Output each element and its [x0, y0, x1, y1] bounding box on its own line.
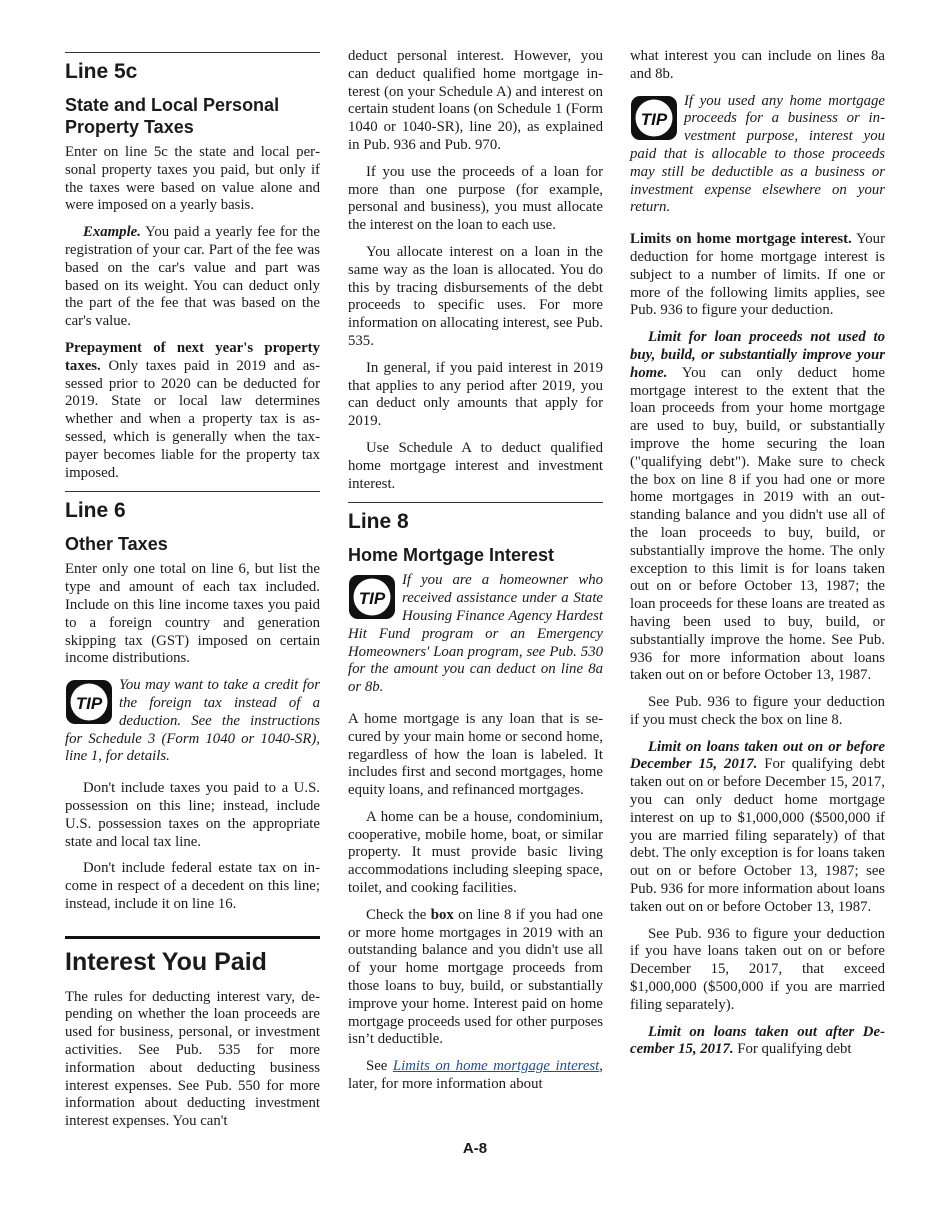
limit-after-2017-text: For qualifying debt [737, 1041, 852, 1058]
section-rule [65, 52, 320, 53]
tip-text: If you used any home mortgage proceeds for a business or investment purpose, interest you paid that is allocable to those proceeds may still be deductible as a business or investment expense elsewhere on your return. [630, 92, 885, 216]
limit-before-2017-text: For qualifying debt taken out on or before December 15, 2017, you can only deduct home mortgage interest on up to $1,000,000 ($500,000 if you are married filing separately) of that debt. The only exception is for loans taken out on or before October 13, 1987; see Pub. 936 for more information about loans taken out on or before October 13, 1987. [630, 756, 886, 915]
limits-link[interactable]: Limits on home mortgage interest [392, 1058, 600, 1075]
line6-subheading: Other Taxes [65, 534, 168, 555]
interest-heading: Interest You Paid [65, 947, 267, 976]
paragraph: A home can be a house, condominium, cooperative, mobile home, boat, or similar property. It must provide basic living accommodations including sleeping space, toilet, and cooking facilities. [348, 808, 603, 897]
limit-before-2017-paragraph [630, 739, 885, 917]
line5c-subheading: State and Local Personal Property Taxes [65, 95, 280, 137]
limit-before-2017-label: Limit on loans taken out on or before December 15, 2017. [630, 738, 885, 773]
limit-proceeds-paragraph [630, 329, 885, 685]
text: , later, for more information about [348, 1058, 603, 1093]
line8-heading: Line 8 [348, 510, 409, 534]
limits-text: Your deduction for home mortgage interest is subject to a number of limits. If one or more of the following limits applies, see Pub. 936 to figure your deduction. [630, 231, 885, 319]
paragraph: If you use the proceeds of a loan for more than one purpose (for example, personal and business), you must allocate the interest on the loan to each use. [348, 163, 603, 234]
tip-box [348, 572, 603, 697]
prepayment-label: Prepayment of next year's property taxes. [65, 339, 320, 374]
paragraph: A home mortgage is any loan that is secured by your main home or second home, regardless of how the loan is labeled. It includes first and second mortgages, home equity loans, and refinanced mortgages. [348, 710, 603, 799]
tip-box [65, 677, 320, 766]
limits-paragraph [630, 231, 885, 320]
column-2 [348, 48, 603, 1103]
line6-heading: Line 6 [65, 499, 126, 523]
limit-after-2017-paragraph [630, 1024, 885, 1060]
tip-icon [65, 679, 113, 725]
prepayment-paragraph [65, 340, 320, 482]
paragraph: See Pub. 936 to figure your deduction if you must check the box on line 8. [630, 694, 885, 728]
section-rule-thick [65, 936, 320, 939]
paragraph: The rules for deducting interest vary, depending on whether the loan proceeds are used for business, personal, or investment activities. See Pub. 535 for more information about deducting business interest expenses. See Pub. 550 for more information about deducting investment interest expenses. You can't [65, 988, 320, 1130]
paragraph: Don't include taxes you paid to a U.S. possession on this line; instead, include U.S. possession taxes on the appropriate state and local tax line. [65, 780, 320, 850]
example-label: Example. [83, 224, 141, 241]
paragraph: what interest you can include on lines 8a and 8b. [630, 48, 885, 82]
example-text: You paid a yearly fee for the registration of your car. Part of the fee was based on the car's value and part was based on its weight. You can deduct only the part of the fee that was based on the car's value. [65, 224, 321, 330]
line8-subheading: Home Mortgage Interest [348, 545, 555, 566]
tip-box [630, 93, 885, 218]
limit-after-2017-label: Limit on loans taken out after December 15, 2017. [630, 1023, 885, 1058]
page-number: A-8 [462, 1140, 488, 1157]
paragraph: In general, if you paid interest in 2019 that applies to any period after 2019, you can deduct only amounts that apply for 2019. [348, 359, 603, 430]
limits-label: Limits on home mortgage interest. [630, 231, 852, 248]
tip-text: If you are a homeowner who received assistance under a State Housing Finance Agency Hardest Hit Fund program or an Emergency Homeowners' Loan program, see Pub. 530 for the amount you can deduct on line 8a or 8b. [348, 572, 603, 696]
check-box-paragraph [348, 907, 603, 1049]
section-rule [65, 491, 320, 492]
paragraph: Use Schedule A to deduct qualified home mortgage interest and investment interest. [348, 439, 603, 492]
prepayment-text: Only taxes paid in 2019 and assessed prior to 2020 can be deducted for 2019. State or local law determines whether and when a property tax is assessed, which is generally when the taxpayer becomes liable for the property tax imposed. [65, 357, 321, 481]
paragraph: deduct personal interest. However, you can deduct qualified home mortgage interest (on your Schedule A) and interest on certain student loans (on Schedule 1 (Form 1040 or 1040-SR), line 20), as explained in Pub. 936 and Pub. 970. [348, 48, 603, 153]
paragraph: Enter only one total on line 6, but list the type and amount of each tax included. Include on this line income taxes you paid to a foreign country and generation skipping tax (GST) imposed on certain income distributions. [65, 561, 320, 667]
tip-label: TIP [358, 589, 386, 609]
text: See [366, 1058, 393, 1075]
limit-proceeds-label: Limit for loan proceeds not used to buy, build, or substantially improve your home. [630, 329, 885, 381]
paragraph: Enter on line 5c the state and local personal property taxes you paid, but only if the taxes were based on value alone and were imposed on a yearly basis. [65, 144, 320, 214]
paragraph: You allocate interest on a loan in the same way as the loan is allocated. You do this by tracing disbursements of the debt proceeds to specific uses. For more information on allocating interest, see Pub. 535. [348, 243, 603, 349]
text: Check the [366, 906, 431, 923]
paragraph: Don't include federal estate tax on income in respect of a decedent on this line; instead, include it on line 16. [65, 860, 320, 912]
tip-icon [630, 95, 678, 141]
see-limits-paragraph [348, 1058, 603, 1094]
line5c-heading: Line 5c [65, 60, 138, 83]
example-paragraph [65, 224, 320, 331]
paragraph: See Pub. 936 to figure your deduction if you have loans taken out on or before December 15, 2017, that exceed $1,000,000 ($500,000 if you are married filing separately). [630, 925, 885, 1013]
column-1 [65, 48, 320, 1140]
tip-label: TIP [75, 694, 103, 714]
limit-proceeds-text: You can only deduct home mortgage interest to the extent that the loan proceeds from your home mortgage are used to buy, build, or substantially improve the home securing the loan ("qualifying debt"). Make sure to check the box on line 8 if you had one or more home mortgages in 2019 with an outstanding balance and you didn't use all of the loan proceeds to buy, build, or substantially improve the home. The only exception to this limit is for loans taken out on or before October 13, 1987; the loan proceeds for these loans are treated as having been used to buy, build, or substantially improve the home. See Pub. 936 for more information about loans taken out on or before October 13, 1987. [630, 364, 885, 684]
text: on line 8 if you had one or more home mortgages in 2019 with an outstanding balance and you didn't use all of your home mortgage proceeds from those loans to buy, build, or substantially improve your home. Interest paid on home mortgage proceeds used for other purposes isn’t deductible. [348, 906, 603, 1048]
tip-text: You may want to take a credit for the foreign tax instead of a deduction. See the instructions for Schedule 3 (Form 1040 or 1040-SR), line 1, for details. [65, 677, 320, 765]
section-rule [348, 502, 603, 503]
tip-label: TIP [640, 109, 668, 129]
column-3 [630, 48, 885, 1068]
tip-icon [348, 574, 396, 620]
bold-word: box [430, 906, 454, 923]
